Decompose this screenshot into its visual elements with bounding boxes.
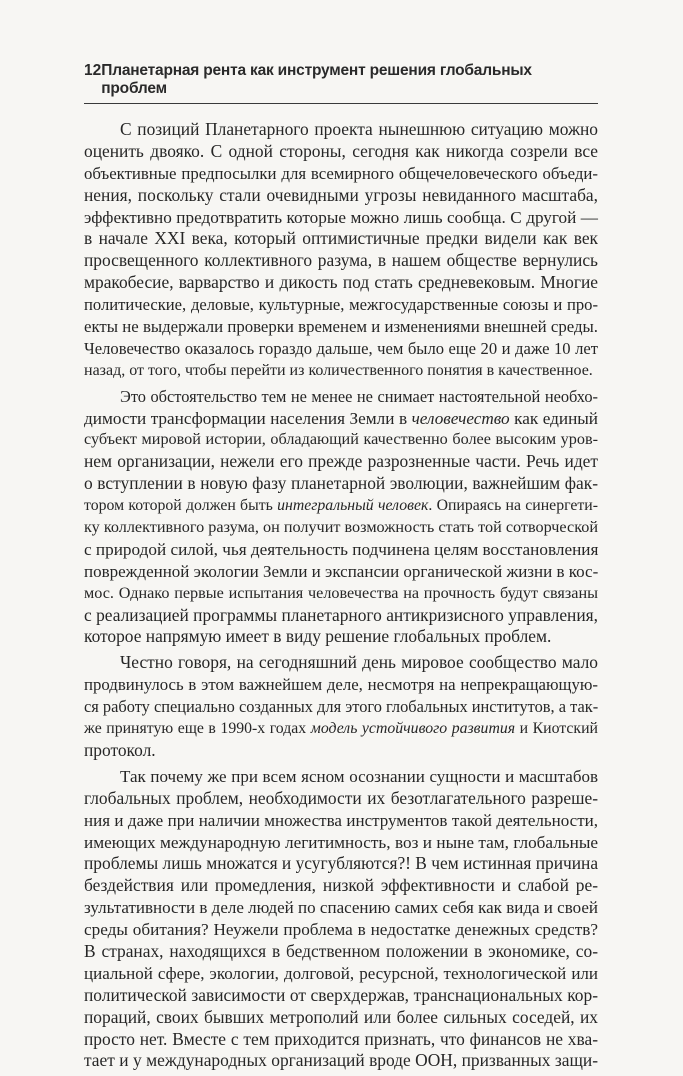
text-line: оценить двояко. С одной стороны, сегодня как никогда созрели все — [84, 140, 598, 161]
italic-term: интегральный человек — [277, 497, 429, 515]
text-line: имеющих международную легитимность, воз и ныне там, глобальные — [84, 832, 598, 852]
text-line: с природой силой, чья деятельность подчинена целям восстановления — [84, 539, 599, 559]
page-number: 12 — [84, 62, 102, 79]
text-line: объективные предпосылки для всемирного общечеловеческого объеди- — [84, 163, 598, 183]
text-line: проблемы лишь множатся и усугубляются?! В чем истинная причина — [84, 853, 599, 874]
text-line: назад, от того, чтобы перейти из количественного понятия в качественное. — [84, 361, 593, 379]
italic-term: модель устойчивого развития — [310, 720, 516, 738]
text-line: поврежденной экологии Земли и экспансии органической жизни в кос- — [84, 561, 599, 581]
text-line: В странах, находящихся в бедственном положении в экономике, со- — [84, 940, 598, 961]
line-text: как единый — [509, 408, 599, 428]
text-line: продвинулось в этом важнейшем деле, несмотря на непрекращающую- — [84, 675, 598, 695]
text-line: С позиций Планетарного проекта нынешнюю ситуацию можно — [120, 119, 598, 139]
text-line: среды обитания? Неужели проблема в недостатке денежных средств? — [84, 920, 598, 940]
paragraph-4 — [84, 766, 598, 1072]
text-line — [84, 495, 598, 517]
paragraph-2 — [84, 386, 598, 649]
text-line: пораций, своих бывших метрополий или более сильных соседей, их — [84, 1006, 598, 1027]
book-page — [84, 62, 598, 1076]
text-line: Это обстоятельство тем не менее не снимает настоятельной необхо- — [120, 386, 598, 406]
line-text: и Киотский — [515, 720, 598, 738]
text-line: с реализацией программы планетарного антикризисного управления, — [84, 604, 598, 625]
paragraph-3 — [84, 652, 598, 761]
text-line: Честно говоря, на сегодняшний день мировое сообщество мало — [120, 652, 598, 673]
text-line: екты не выдержали проверки временем и изменениями внешней среды. — [84, 317, 598, 337]
text-line: мракобесие, варварство и дикость под стать средневековым. Многие — [84, 272, 598, 293]
text-line: ку коллективного разума, он получит возможность стать той сотворческой — [84, 518, 598, 537]
text-line: в начале XXI века, который оптимистичные предки видели как век — [84, 228, 598, 249]
text-line: Так почему же при всем ясном осознании сущности и масштабов — [120, 766, 598, 786]
text-line: бездействия или промедления, низкой эффективности и слабой ре- — [84, 875, 598, 896]
text-line: нения, поскольку стали очевидными угрозы невиданного масштаба, — [84, 184, 598, 205]
running-header — [84, 62, 598, 104]
paragraph-1 — [84, 119, 598, 382]
text-line — [84, 718, 598, 740]
text-line: просвещенного коллективного разума, в нашем обществе вернулись — [84, 250, 598, 271]
text-line: зультативности в деле людей по спасению самих себя как вида и своей — [84, 898, 598, 918]
text-line: мос. Однако первые испытания человечества на прочность будут связаны — [84, 583, 598, 602]
line-text: . Опираясь на синергети- — [428, 497, 598, 515]
text-line: циальной сфере, экологии, долговой, ресурсной, технологической или — [84, 963, 598, 983]
text-line: протокол. — [84, 739, 156, 760]
text-line: политические, деловые, культурные, межгосударственные союзы и про- — [84, 295, 598, 315]
text-line: эффективно предотвратить которые можно лишь сообща. С другой — — [84, 207, 598, 227]
text-line: тает и у международных организаций вроде ООН, призванных защи- — [84, 1050, 598, 1071]
text-line: глобальных проблем, необходимости их безотлагательного разреше- — [84, 787, 598, 808]
page-body — [84, 119, 598, 1072]
line-text: димости трансформации населения Земли в — [84, 408, 412, 428]
text-line — [84, 408, 598, 430]
text-line: ния и даже при наличии множества инструментов такой деятельности, — [84, 810, 598, 830]
text-line: нем организации, нежели его прежде разрозненные части. Речь идет — [84, 451, 598, 472]
text-line: субъект мировой истории, обладающий качественно более высоким уров- — [84, 430, 598, 449]
text-line: о вступлении в новую фазу планетарной эволюции, важнейшим фак- — [84, 473, 598, 494]
text-line: Человечество оказалось гораздо дальше, чем было еще 20 и даже 10 лет — [84, 338, 598, 358]
line-text: же принятую еще в 1990-х годах — [84, 720, 311, 738]
text-line: просто нет. Вместе с тем приходится признать, что финансов не хва- — [84, 1028, 598, 1049]
text-line: ся работу специально созданных для этого глобальных институтов, а так- — [84, 697, 599, 717]
line-text: тором которой должен быть — [84, 497, 278, 515]
text-line: политической зависимости от сверхдержав, транснациональных кор- — [84, 984, 598, 1005]
text-line: которое напрямую имеет в виду решение глобальных проблем. — [84, 626, 552, 647]
italic-term: человечество — [411, 408, 510, 428]
running-title: Планетарная рента как инструмент решения глобальных проблем — [101, 62, 532, 97]
